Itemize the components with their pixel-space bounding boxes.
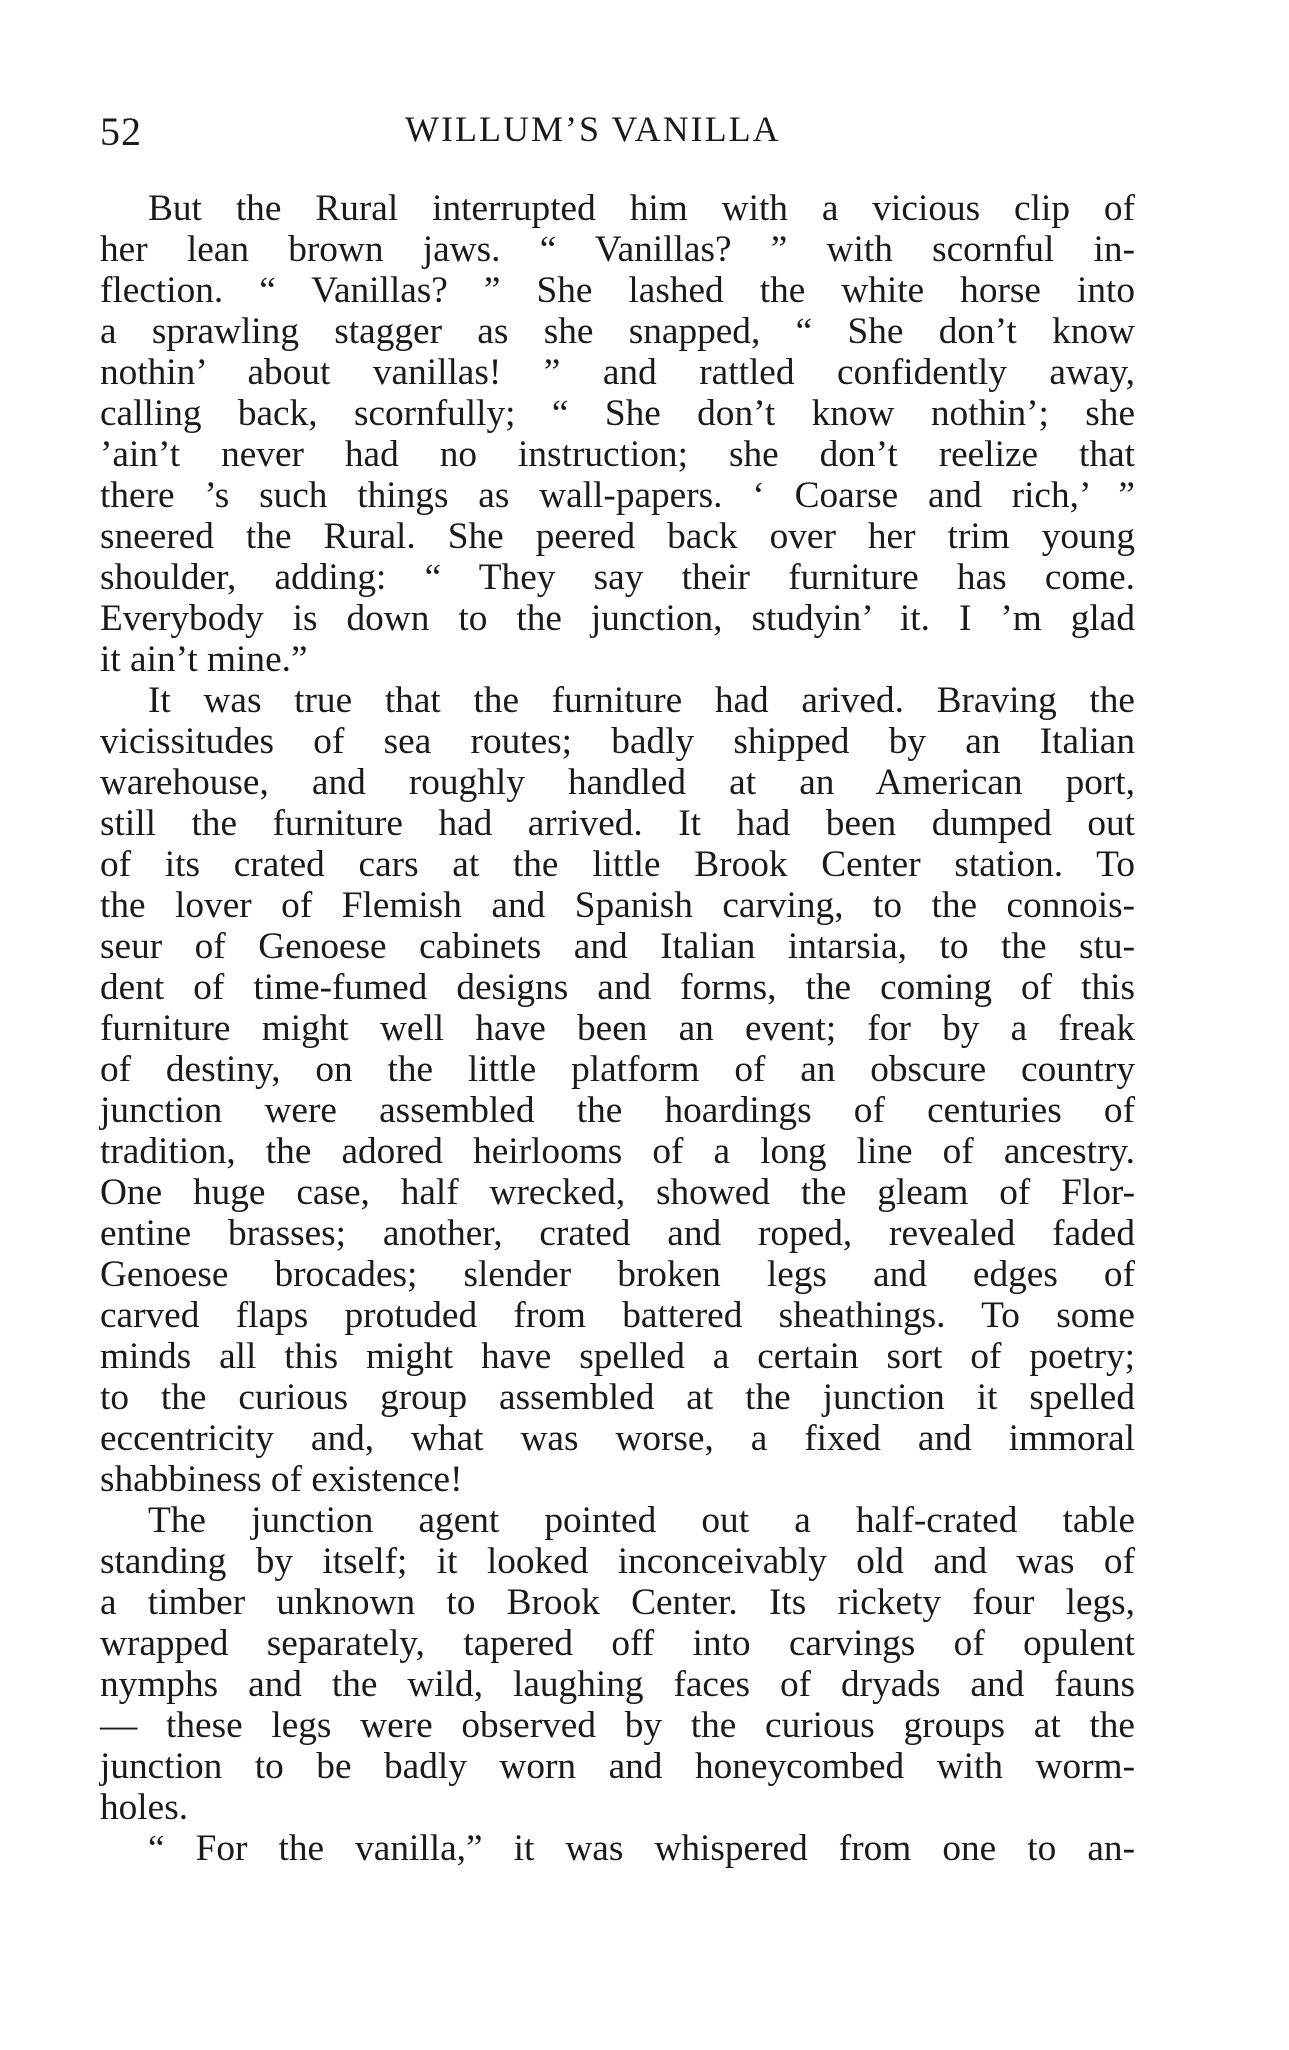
text-line: “ For the vanilla,” it was whispered from one to an- <box>148 1828 1135 1869</box>
text-line: junction to be badly worn and honeycombed with worm- <box>100 1746 1135 1787</box>
text-line: her lean brown jaws. “ Vanillas? ” with scornful in- <box>100 229 1135 270</box>
text-line: junction were assembled the hoardings of centuries of <box>100 1090 1135 1131</box>
text-line: It was true that the furniture had arived. Braving the <box>148 680 1135 721</box>
text-line: a timber unknown to Brook Center. Its rickety four legs, <box>100 1582 1135 1623</box>
text-line: — these legs were observed by the curious groups at the <box>100 1705 1135 1746</box>
body-text <box>100 188 1135 1869</box>
text-line: tradition, the adored heirlooms of a long line of ancestry. <box>100 1131 1135 1172</box>
text-line: The junction agent pointed out a half-crated table <box>148 1500 1135 1541</box>
text-line: dent of time-fumed designs and forms, the coming of this <box>100 967 1135 1008</box>
text-line: vicissitudes of sea routes; badly shipped by an Italian <box>100 721 1135 762</box>
paragraph-1 <box>100 188 1135 680</box>
text-line: eccentricity and, what was worse, a fixed and immoral <box>100 1418 1135 1459</box>
text-line: carved flaps protuded from battered sheathings. To some <box>100 1295 1135 1336</box>
text-line: Genoese brocades; slender broken legs and edges of <box>100 1254 1135 1295</box>
text-line: holes. <box>100 1787 189 1828</box>
text-line: Everybody is down to the junction, studyin’ it. I ’m glad <box>100 598 1135 639</box>
text-line: nymphs and the wild, laughing faces of dryads and fauns <box>100 1664 1135 1705</box>
text-line: nothin’ about vanillas! ” and rattled confidently away, <box>100 352 1135 393</box>
text-line: But the Rural interrupted him with a vicious clip of <box>148 188 1135 229</box>
text-line: of its crated cars at the little Brook Center station. To <box>100 844 1135 885</box>
text-line: still the furniture had arrived. It had been dumped out <box>100 803 1135 844</box>
text-line: shabbiness of existence! <box>100 1459 463 1500</box>
text-line: seur of Genoese cabinets and Italian intarsia, to the stu- <box>100 926 1135 967</box>
text-line: shoulder, adding: “ They say their furniture has come. <box>100 557 1135 598</box>
text-line: ’ain’t never had no instruction; she don’t reelize that <box>100 434 1135 475</box>
text-line: of destiny, on the little platform of an obscure country <box>100 1049 1135 1090</box>
text-line: it ain’t mine.” <box>100 639 308 680</box>
text-line: wrapped separately, tapered off into carvings of opulent <box>100 1623 1135 1664</box>
paragraph-2 <box>100 680 1135 1500</box>
text-line: One huge case, half wrecked, showed the gleam of Flor- <box>100 1172 1135 1213</box>
text-line: calling back, scornfully; “ She don’t know nothin’; she <box>100 393 1135 434</box>
text-line: warehouse, and roughly handled at an American port, <box>100 762 1135 803</box>
text-line: to the curious group assembled at the junction it spelled <box>100 1377 1135 1418</box>
page-number: 52 <box>100 109 142 154</box>
text-line: furniture might well have been an event; for by a freak <box>100 1008 1135 1049</box>
paragraph-4 <box>100 1828 1135 1869</box>
text-line: flection. “ Vanillas? ” She lashed the white horse into <box>100 270 1135 311</box>
text-line: there ’s such things as wall-papers. ‘ Coarse and rich,’ ” <box>100 475 1135 516</box>
text-line: the lover of Flemish and Spanish carving, to the connois- <box>100 885 1135 926</box>
text-line: minds all this might have spelled a certain sort of poetry; <box>100 1336 1135 1377</box>
text-line: a sprawling stagger as she snapped, “ She don’t know <box>100 311 1135 352</box>
running-title: WILLUM’S VANILLA <box>405 109 781 149</box>
text-line: entine brasses; another, crated and roped, revealed faded <box>100 1213 1135 1254</box>
text-line: standing by itself; it looked inconceivably old and was of <box>100 1541 1135 1582</box>
paragraph-3 <box>100 1500 1135 1828</box>
text-line: sneered the Rural. She peered back over her trim young <box>100 516 1135 557</box>
